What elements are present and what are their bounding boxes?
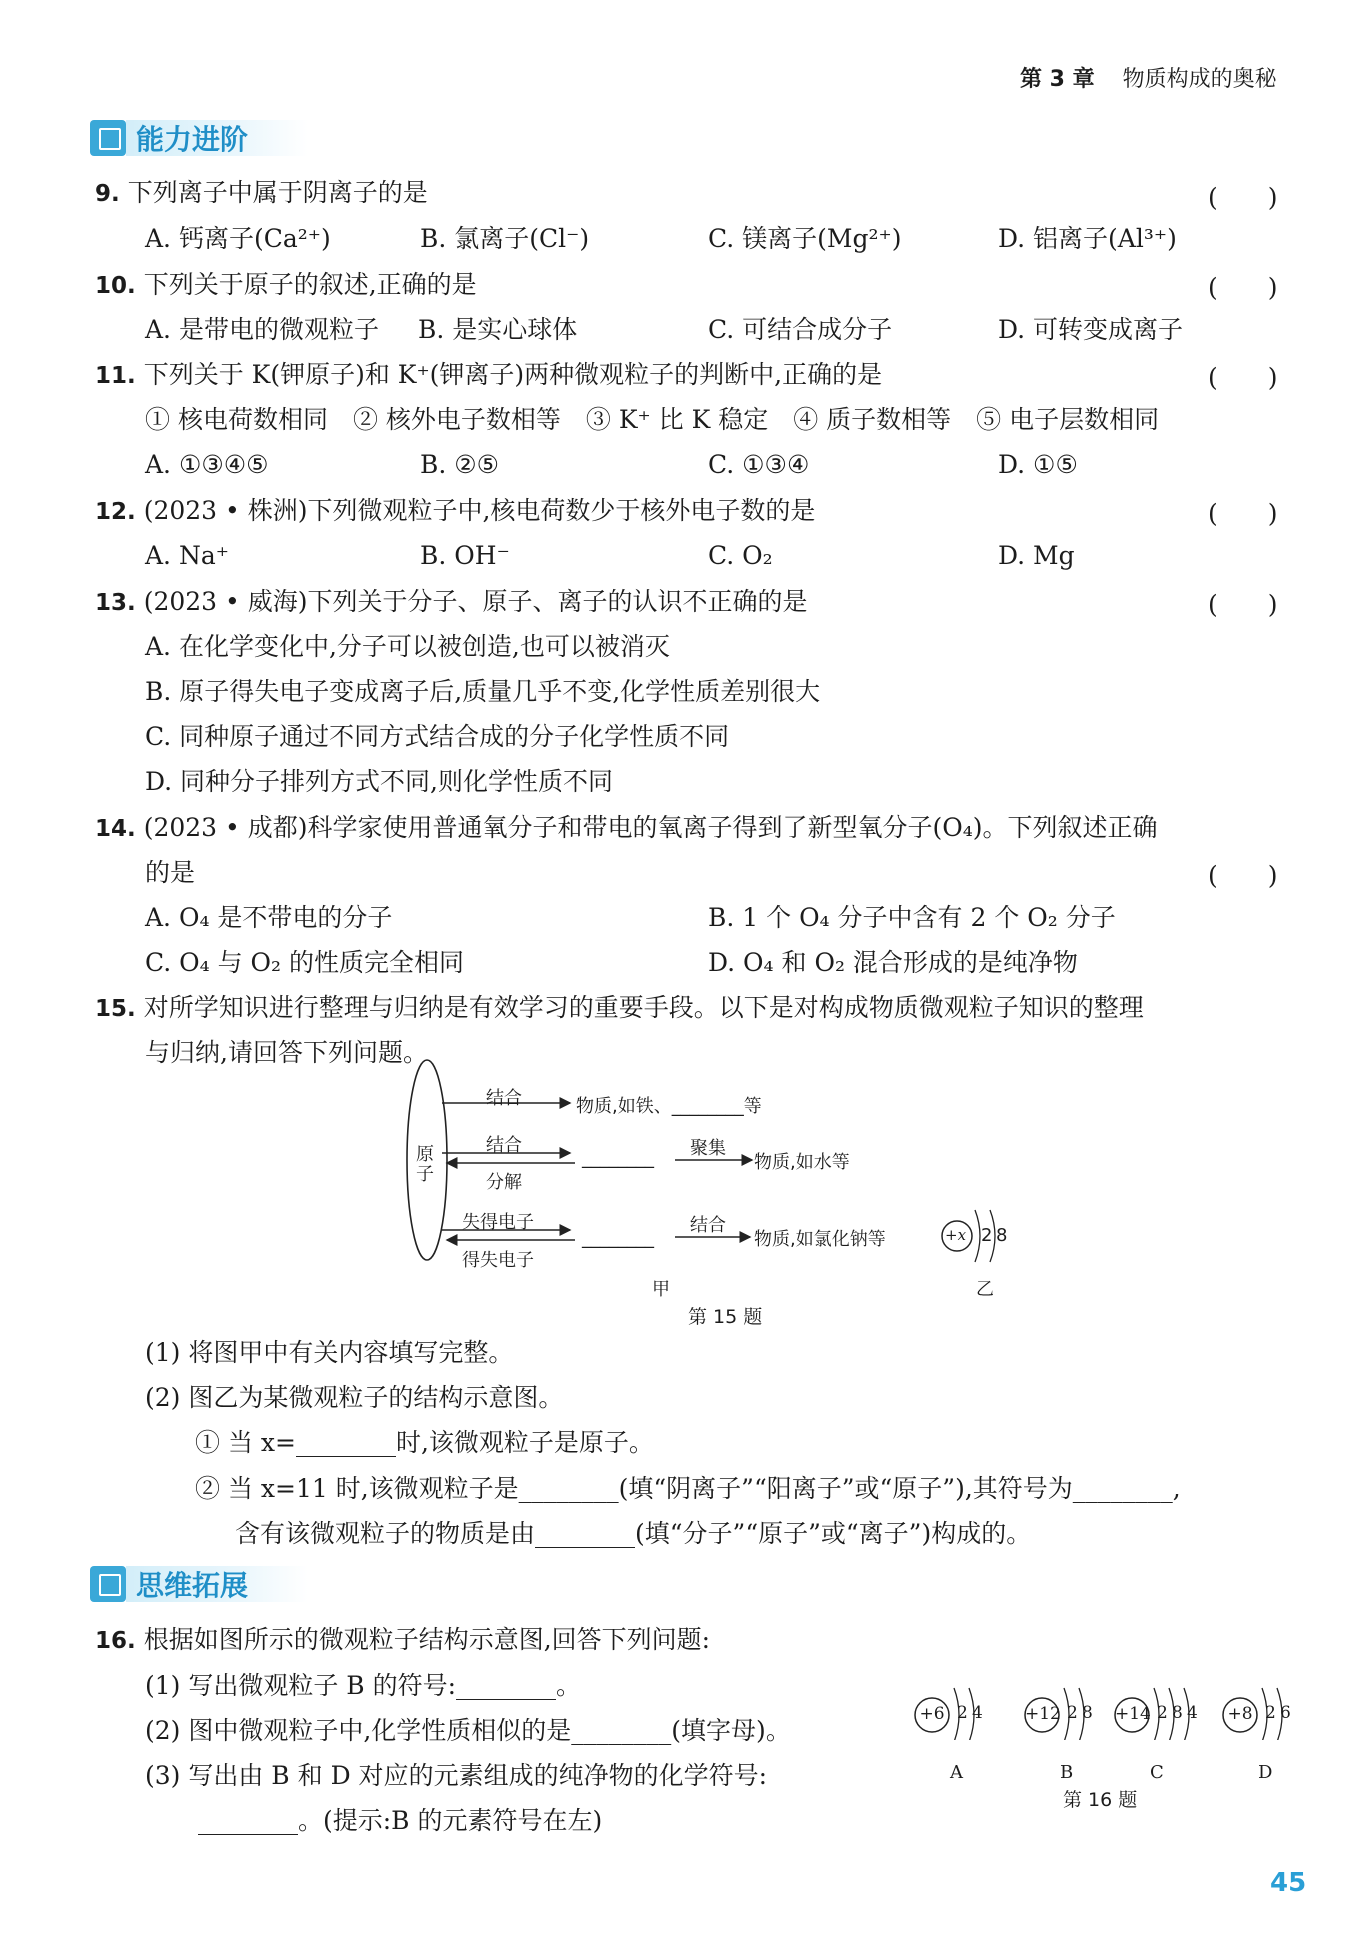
label-decompose: 分解 bbox=[486, 1172, 522, 1193]
nucleus-charge: +14 bbox=[1115, 1704, 1151, 1724]
question-15-part-2c: 含有该微观粒子的物质是由________(填“分子”“原子”或“离子”)构成的。 bbox=[235, 1519, 1032, 1548]
option-b: B. 原子得失电子变成离子后,质量几乎不变,化学性质差别很大 bbox=[145, 677, 821, 706]
ion-electron-1: 2 bbox=[981, 1225, 993, 1246]
label-yi: 乙 bbox=[976, 1279, 994, 1300]
caption-16: 第 16 题 bbox=[1063, 1789, 1138, 1811]
question-15-part-2: (2) 图乙为某微观粒子的结构示意图。 bbox=[145, 1383, 564, 1412]
option-b: B. 1 个 O₄ 分子中含有 2 个 O₂ 分子 bbox=[708, 903, 1116, 932]
question-15-part-1: (1) 将图甲中有关内容填写完整。 bbox=[145, 1338, 514, 1367]
blank-ion: ________ bbox=[582, 1228, 654, 1249]
answer-bracket: ( ) bbox=[1208, 363, 1278, 392]
section-thinking-title: 思维拓展 bbox=[136, 1569, 249, 1602]
atom-label: A bbox=[950, 1762, 963, 1783]
chapter-header bbox=[1020, 62, 1277, 93]
ion-nucleus: +x bbox=[945, 1226, 967, 1244]
answer-bracket: ( ) bbox=[1208, 273, 1278, 302]
chapter-title: 物质构成的奥秘 bbox=[1122, 67, 1277, 92]
option-a: A. 钙离子(Ca²⁺) bbox=[145, 224, 331, 253]
question-14-stem: 14. (2023 • 成都)科学家使用普通氧分子和带电的氧离子得到了新型氧分子(O₄)。下列叙述正确 bbox=[95, 813, 1158, 842]
answer-bracket: ( ) bbox=[1208, 183, 1278, 212]
nucleus-charge: +12 bbox=[1025, 1704, 1061, 1724]
question-13-stem: 13. (2023 • 威海)下列关于分子、原子、离子的认识不正确的是 bbox=[95, 587, 808, 616]
question-15-part-2a: ① 当 x=________时,该微观粒子是原子。 bbox=[195, 1428, 654, 1457]
atom-label: D bbox=[1258, 1762, 1273, 1783]
answer-bracket: ( ) bbox=[1208, 861, 1278, 890]
option-d: D. 同种分子排列方式不同,则化学性质不同 bbox=[145, 767, 613, 796]
question-15-stem-cont: 与归纳,请回答下列问题。 bbox=[145, 1038, 428, 1067]
question-16-part-3: (3) 写出由 B 和 D 对应的元素组成的纯净物的化学符号: bbox=[145, 1761, 767, 1790]
option-a: A. 在化学变化中,分子可以被创造,也可以被消灭 bbox=[145, 632, 670, 661]
label-gain-lose: 得失电子 bbox=[462, 1250, 534, 1271]
option-a: A. 是带电的微观粒子 bbox=[145, 315, 379, 344]
option-c: C. O₂ bbox=[708, 541, 773, 570]
question-11-stem: 11. 下列关于 K(钾原子)和 K⁺(钾离子)两种微观粒子的判断中,正确的是 bbox=[95, 360, 883, 389]
option-d: D. ①⑤ bbox=[998, 450, 1078, 479]
answer-bracket: ( ) bbox=[1208, 499, 1278, 528]
option-d: D. Mg bbox=[998, 541, 1075, 570]
option-b: B. 氯离子(Cl⁻) bbox=[420, 224, 590, 253]
electron-count: 2 bbox=[1265, 1703, 1276, 1723]
label-combine-2: 结合 bbox=[486, 1135, 522, 1156]
question-16-stem: 16. 根据如图所示的微观粒子结构示意图,回答下列问题: bbox=[95, 1625, 711, 1654]
question-10-stem: 10. 下列关于原子的叙述,正确的是 bbox=[95, 270, 477, 299]
option-b: B. 是实心球体 bbox=[418, 315, 578, 344]
electron-count: 6 bbox=[1280, 1703, 1291, 1723]
question-15-stem: 15. 对所学知识进行整理与归纳是有效学习的重要手段。以下是对构成物质微观粒子知识的整理 bbox=[95, 993, 1144, 1022]
label-combine-3: 结合 bbox=[690, 1215, 726, 1236]
label-lose-gain: 失得电子 bbox=[462, 1212, 534, 1233]
label-gather: 聚集 bbox=[690, 1138, 726, 1159]
option-b: B. OH⁻ bbox=[420, 541, 510, 570]
atom-a bbox=[900, 1680, 1000, 1790]
atom-b bbox=[1010, 1680, 1110, 1790]
electron-count: 2 bbox=[957, 1703, 968, 1723]
option-d: D. O₄ 和 O₂ 混合形成的是纯净物 bbox=[708, 948, 1078, 977]
question-16-part-4: ________。(提示:B 的元素符号在左) bbox=[198, 1806, 603, 1835]
atom-d bbox=[1208, 1680, 1308, 1790]
label-matter-2: 物质,如水等 bbox=[754, 1152, 850, 1173]
option-c: C. 同种原子通过不同方式结合成的分子化学性质不同 bbox=[145, 722, 730, 751]
option-a: A. O₄ 是不带电的分子 bbox=[145, 903, 393, 932]
section-ability-header bbox=[90, 118, 308, 158]
question-11-items: ① 核电荷数相同 ② 核外电子数相等 ③ K⁺ 比 K 稳定 ④ 质子数相等 ⑤ 电子层数相同 bbox=[145, 405, 1160, 434]
label-matter-3: 物质,如氯化钠等 bbox=[754, 1229, 886, 1250]
electron-count: 4 bbox=[1187, 1703, 1198, 1723]
page-number: 45 bbox=[1270, 1868, 1307, 1898]
diagram-16 bbox=[900, 1680, 1300, 1783]
option-c: C. 镁离子(Mg²⁺) bbox=[708, 224, 902, 253]
label-matter-1: 物质,如铁、________等 bbox=[576, 1096, 762, 1117]
nucleus-charge: +6 bbox=[919, 1704, 945, 1724]
question-16-part-2: (2) 图中微观粒子中,化学性质相似的是________(填字母)。 bbox=[145, 1716, 791, 1745]
question-15-part-2b: ② 当 x=11 时,该微观粒子是________(填“阴离子”“阳离子”或“原子”),其符号为________, bbox=[195, 1474, 1181, 1503]
label-combine-1: 结合 bbox=[486, 1088, 522, 1109]
option-a: A. Na⁺ bbox=[145, 541, 229, 570]
ion-electron-2: 8 bbox=[996, 1225, 1008, 1246]
nucleus-charge: +8 bbox=[1227, 1704, 1253, 1724]
option-c: C. O₄ 与 O₂ 的性质完全相同 bbox=[145, 948, 465, 977]
pencil-icon bbox=[90, 120, 126, 156]
option-b: B. ②⑤ bbox=[420, 450, 500, 479]
caption-15: 第 15 题 bbox=[688, 1306, 763, 1328]
atom-label: B bbox=[1060, 1762, 1074, 1783]
question-14-stem-cont: 的是 bbox=[145, 858, 196, 887]
question-9-stem: 9. 下列离子中属于阴离子的是 bbox=[95, 178, 428, 207]
option-c: C. ①③④ bbox=[708, 450, 810, 479]
option-d: D. 铝离子(Al³⁺) bbox=[998, 224, 1177, 253]
option-d: D. 可转变成离子 bbox=[998, 315, 1184, 344]
question-12-stem: 12. (2023 • 株洲)下列微观粒子中,核电荷数少于核外电子数的是 bbox=[95, 496, 816, 525]
section-thinking-header bbox=[90, 1564, 308, 1604]
option-c: C. 可结合成分子 bbox=[708, 315, 893, 344]
section-ability-title: 能力进阶 bbox=[136, 123, 249, 156]
option-a: A. ①③④⑤ bbox=[145, 450, 269, 479]
electron-count: 2 bbox=[1067, 1703, 1078, 1723]
electron-count: 2 bbox=[1157, 1703, 1168, 1723]
label-jia: 甲 bbox=[652, 1279, 670, 1300]
electron-count: 8 bbox=[1082, 1703, 1093, 1723]
blank-molecule: ________ bbox=[582, 1148, 654, 1169]
pencil-icon bbox=[90, 1566, 126, 1602]
ion-shell-1 bbox=[975, 1210, 980, 1262]
atom-label: 原子 bbox=[416, 1144, 434, 1185]
chapter-number: 第 3 章 bbox=[1020, 67, 1095, 92]
question-16-part-1: (1) 写出微观粒子 B 的符号:________。 bbox=[145, 1671, 582, 1700]
atom-label: C bbox=[1150, 1762, 1164, 1783]
electron-count: 4 bbox=[972, 1703, 983, 1723]
atom-c bbox=[1100, 1680, 1200, 1790]
electron-count: 8 bbox=[1172, 1703, 1183, 1723]
answer-bracket: ( ) bbox=[1208, 590, 1278, 619]
